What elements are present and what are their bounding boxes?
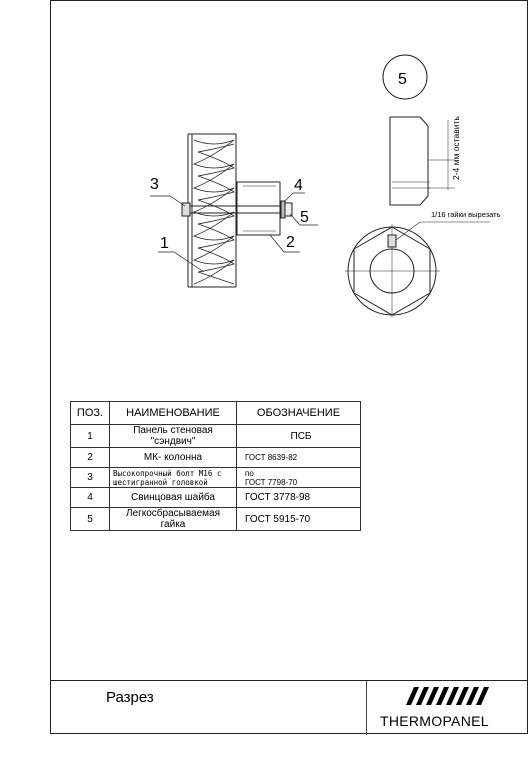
nut-side-view [390,117,428,205]
row-code-line2: ГОСТ 7798-70 [245,477,298,487]
header-name: НАИМЕНОВАНИЕ [110,402,237,425]
breakaway-nut [285,203,292,216]
row-pos: 4 [71,488,110,508]
header-pos: ПОЗ. [71,402,110,425]
row-name: Легкосбрасываемая гайка [110,508,237,531]
callout-1: 1 [160,235,169,252]
row-name: МК- колонна [110,448,237,468]
thermopanel-logo-icon [400,685,510,707]
table-row [71,488,361,508]
table-row [71,448,361,468]
row-code: ГОСТ 5915-70 [237,508,361,531]
callout-2: 2 [286,234,295,251]
leader-2 [270,235,300,252]
row-code: ГОСТ 8639-82 [237,448,361,468]
title-block [50,680,528,735]
row-name-line2: шестигранной головкой [113,477,208,487]
table-row [71,425,361,448]
row-name: Панель стеновая "сэндвич" [110,425,237,448]
leader-3 [150,196,185,206]
title-divider [366,681,367,735]
row-name [110,468,237,488]
note-cut: 1/16 гайки вырезать [431,210,501,219]
callout-4: 4 [294,177,303,194]
table-row [71,468,361,488]
nut-slot [388,235,396,247]
section-view [150,134,318,287]
table-header-row [71,402,361,425]
note-leave: 2-4 мм оставить [451,116,461,180]
table-row [71,508,361,531]
column-section [237,182,280,235]
section-title: Разрез [106,689,154,706]
leader-4 [284,193,305,202]
callout-5: 5 [300,209,309,226]
row-code: ГОСТ 3778-98 [237,488,361,508]
row-pos: 3 [71,468,110,488]
row-name: Свинцовая шайба [110,488,237,508]
detail-number: 5 [398,71,407,88]
row-pos: 1 [71,425,110,448]
leader-1 [158,252,204,272]
row-pos: 2 [71,448,110,468]
lead-washer [281,201,285,218]
specification-table [70,401,361,531]
callout-3: 3 [150,176,159,193]
row-name-line1: Высокопрочный болт М16 с [113,468,222,478]
row-code-line1: по [245,468,254,478]
header-code: ОБОЗНАЧЕНИЕ [237,402,361,425]
brand-name: THERMOPANEL [380,713,489,729]
row-code [237,468,361,488]
row-pos: 5 [71,508,110,531]
row-code: ПСБ [237,425,361,448]
detail-view [345,55,490,318]
